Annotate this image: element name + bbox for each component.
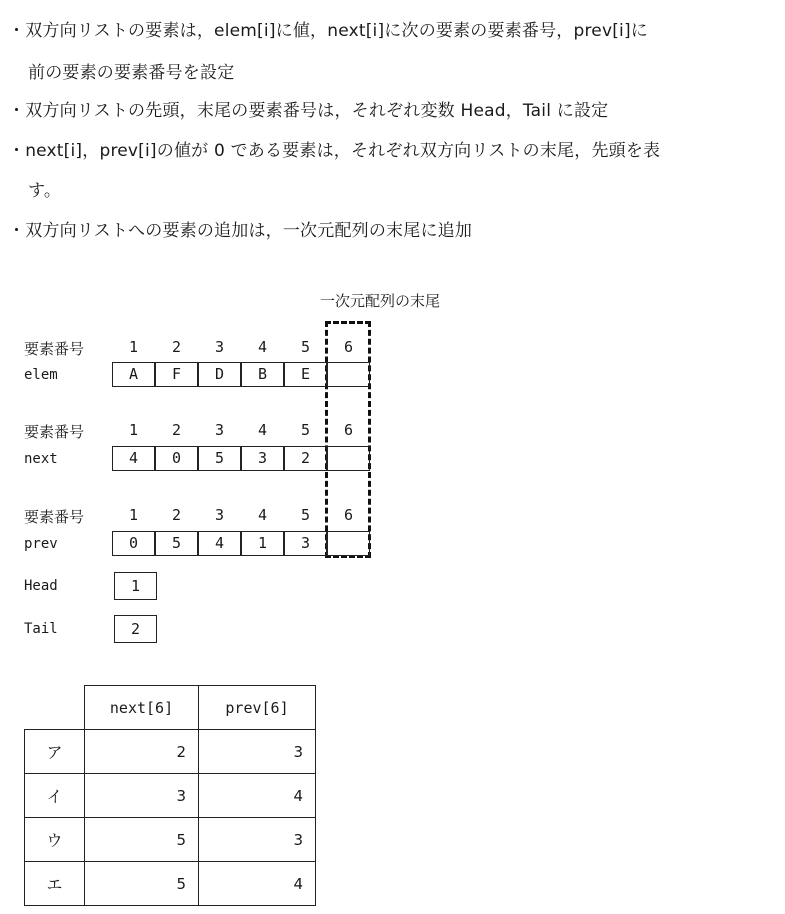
tail-label: Tail: [24, 621, 58, 637]
answer-row[interactable]: [25, 818, 316, 862]
prev6-value: 4: [199, 862, 316, 906]
prev-cell-4: 1: [241, 531, 284, 556]
prev-index-2: 2: [171, 506, 182, 524]
index-label-elem: 要素番号: [24, 340, 85, 358]
tail-value-box: 2: [114, 615, 157, 643]
prev-index-1: 1: [128, 506, 139, 524]
elem-index-4: 4: [257, 338, 268, 356]
elem-cell-1: A: [112, 362, 155, 387]
bullet-1-line-2: 前の要素の要素番号を設定: [28, 63, 235, 83]
prev-cell-3: 4: [198, 531, 241, 556]
prev6-value: 3: [199, 730, 316, 774]
bullet-4: ・双方向リストへの要素の追加は，一次元配列の末尾に追加: [8, 221, 473, 241]
option-label: イ: [25, 774, 85, 818]
option-label: エ: [25, 862, 85, 906]
next-label: next: [24, 451, 58, 467]
elem-cell-3: D: [198, 362, 241, 387]
array-end-caption: 一次元配列の末尾: [320, 292, 441, 310]
next6-value: 3: [85, 774, 199, 818]
elem-cell-2: F: [155, 362, 198, 387]
prev-index-3: 3: [214, 506, 225, 524]
next-cell-6: [327, 446, 370, 471]
option-label: ウ: [25, 818, 85, 862]
answer-table-header: [25, 686, 316, 730]
answer-row[interactable]: [25, 862, 316, 906]
prev-index-5: 5: [300, 506, 311, 524]
answer-row[interactable]: [25, 774, 316, 818]
prev-cell-5: 3: [284, 531, 327, 556]
next-cell-1: 4: [112, 446, 155, 471]
elem-label: elem: [24, 367, 58, 383]
prev6-value: 3: [199, 818, 316, 862]
elem-cell-6: [327, 362, 370, 387]
elem-index-1: 1: [128, 338, 139, 356]
elem-cell-5: E: [284, 362, 327, 387]
index-label-prev: 要素番号: [24, 508, 85, 526]
prev6-value: 4: [199, 774, 316, 818]
next-index-6: 6: [343, 421, 354, 439]
next-index-5: 5: [300, 421, 311, 439]
bullet-3-line-1: ・next[i]，prev[i]の値が 0 である要素は，それぞれ双方向リストの末尾，先頭を表: [8, 141, 661, 161]
head-value-box: 1: [114, 572, 157, 600]
header-prev6: prev[6]: [199, 686, 316, 730]
next-index-3: 3: [214, 421, 225, 439]
elem-index-6: 6: [343, 338, 354, 356]
prev-label: prev: [24, 536, 58, 552]
next-index-1: 1: [128, 421, 139, 439]
next-index-4: 4: [257, 421, 268, 439]
next-cell-2: 0: [155, 446, 198, 471]
header-next6: next[6]: [85, 686, 199, 730]
next6-value: 2: [85, 730, 199, 774]
bullet-1-line-1: ・双方向リストの要素は，elem[i]に値，next[i]に次の要素の要素番号，prev[i]に: [8, 21, 649, 41]
elem-cell-4: B: [241, 362, 284, 387]
prev-cell-2: 5: [155, 531, 198, 556]
answer-row[interactable]: [25, 730, 316, 774]
elem-index-2: 2: [171, 338, 182, 356]
index-label-next: 要素番号: [24, 423, 85, 441]
header-blank: [25, 686, 85, 730]
next-index-2: 2: [171, 421, 182, 439]
prev-cell-1: 0: [112, 531, 155, 556]
elem-index-5: 5: [300, 338, 311, 356]
next6-value: 5: [85, 862, 199, 906]
bullet-2: ・双方向リストの先頭，末尾の要素番号は，それぞれ変数 Head，Tail に設定: [8, 101, 609, 121]
prev-cell-6: [327, 531, 370, 556]
next-cell-5: 2: [284, 446, 327, 471]
elem-index-3: 3: [214, 338, 225, 356]
bullet-3-line-2: す。: [28, 181, 62, 201]
prev-index-6: 6: [343, 506, 354, 524]
next6-value: 5: [85, 818, 199, 862]
option-label: ア: [25, 730, 85, 774]
next-cell-4: 3: [241, 446, 284, 471]
answer-table: [24, 685, 316, 906]
next-cell-3: 5: [198, 446, 241, 471]
prev-index-4: 4: [257, 506, 268, 524]
head-label: Head: [24, 578, 58, 594]
